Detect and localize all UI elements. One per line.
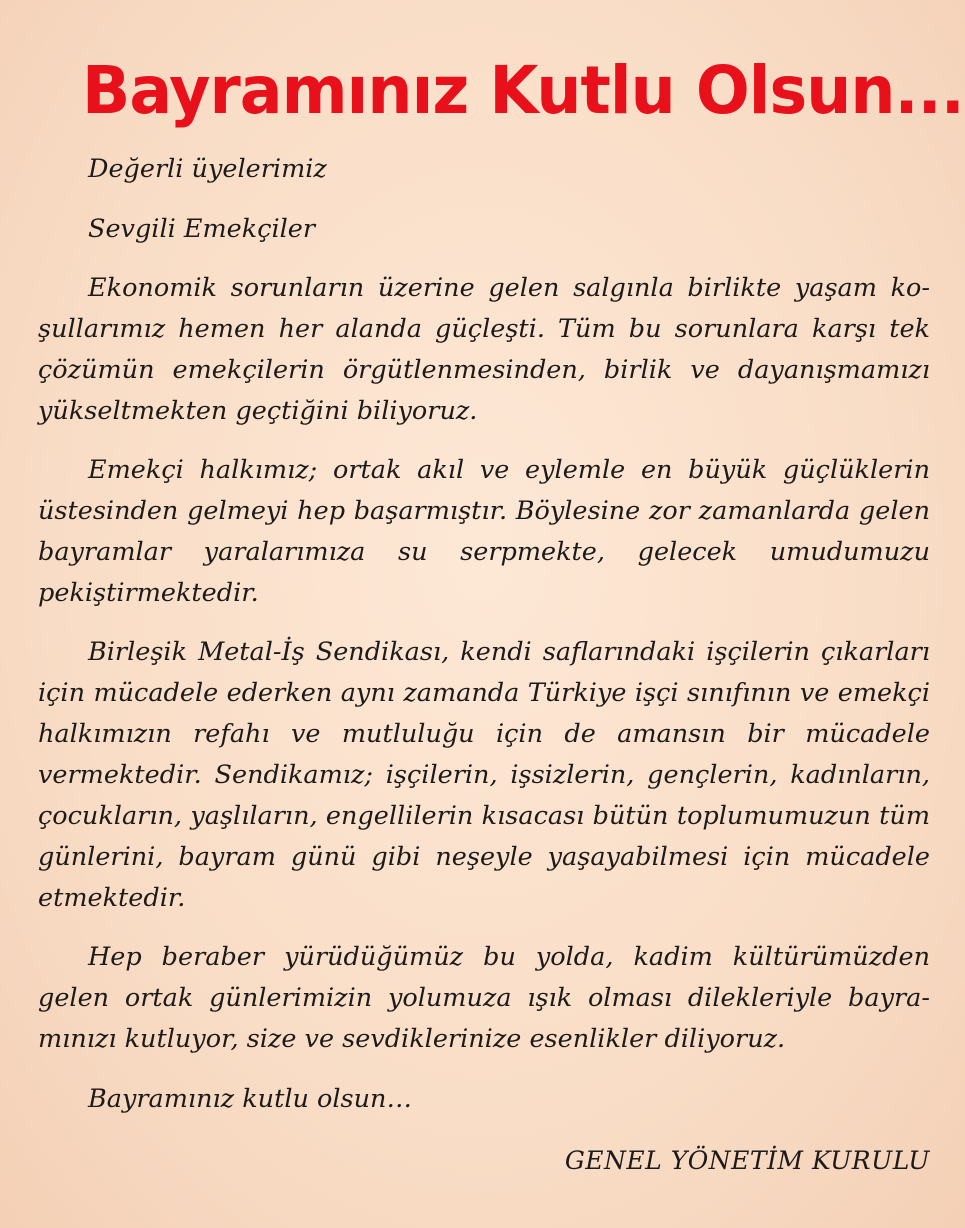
paragraph-economic-problems: Ekonomik sorunların üzerine gelen salgınla birlikte yaşam koşullarımız hemen her alanda güçleşti. Tüm bu sorunlara karşı tek çözümün emekçilerin örgütlenmesinden, birlik ve dayanışmamızı yükseltmekten geçtiğini biliyoruz. <box>38 273 930 426</box>
paragraph-union-struggle: Birleşik Metal-İş Sendikası, kendi saflarındaki işçilerin çıkarları için mücadele ederken aynı zamanda Türkiye işçi sınıfının ve emekçi halkımızın refahı ve mutluluğu için de amansın bir mücadele vermektedir. Sendikamız; işçilerin, işsizlerin, gençlerin, kadınların, çocukların, yaşlıların, engellilerin kısacası bütün toplumumuzun tüm günlerini, bayram günü gibi neşeyle yaşayabilmesi için mücadele etmektedir. <box>38 637 930 913</box>
signature: GENEL YÖNETİM KURULU <box>564 1146 930 1175</box>
closing-line: Bayramınız kutlu olsun… <box>88 1084 412 1114</box>
paragraph-working-people: Emekçi halkımız; ortak akıl ve eylemle en büyük güçlüklerin üstesinden gelmeyi hep başarmıştır. Böylesine zor zamanlarda gelen bayramlar yaralarımıza su serpmekte, gelecek umudumuzu pekiştirmektedir. <box>38 455 930 608</box>
salutation-workers: Sevgili Emekçiler <box>88 214 316 244</box>
salutation-members: Değerli üyelerimiz <box>88 154 327 184</box>
letter-body <box>38 150 930 1180</box>
page-title: Bayramınız Kutlu Olsun... <box>82 52 964 129</box>
paragraph-wishes: Hep beraber yürüdüğümüz bu yolda, kadim kültürümüzden gelen ortak günlerimizin yolumuza ışık olması dilekleriyle bayramınızı kutluyor, size ve sevdiklerinize esenlikler diliyoruz. <box>38 942 930 1054</box>
